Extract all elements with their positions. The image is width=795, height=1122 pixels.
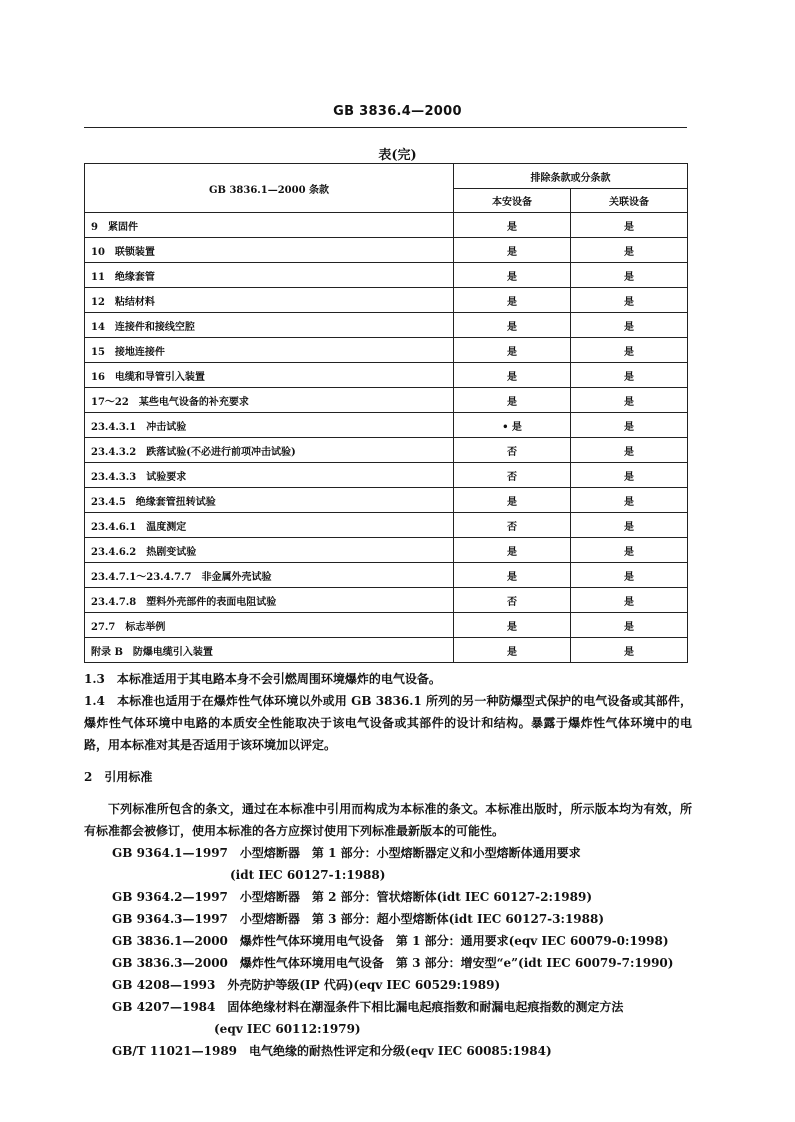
associated-cell: 是 [571, 338, 688, 363]
table-row [85, 588, 688, 613]
reference-item-cont: (eqv IEC 60112:1979) [214, 1022, 361, 1036]
table-row [85, 463, 688, 488]
reference-item: GB 3836.1—2000 爆炸性气体环境用电气设备 第 1 部分：通用要求(eqv IEC 60079-0:1998) [112, 934, 669, 948]
section-2-intro: 下列标准所包含的条文，通过在本标准中引用而构成为本标准的条文。本标准出版时，所示版本均为有效，所有标准都会被修订，使用本标准的各方应探讨使用下列标准最新版本的可能性。 [84, 802, 692, 838]
clause-cell: 23.4.3.2 跌落试验(不必进行前项冲击试验) [85, 438, 454, 463]
associated-cell: 是 [571, 588, 688, 613]
associated-cell: 是 [571, 213, 688, 238]
table-row [85, 513, 688, 538]
associated-cell: 是 [571, 488, 688, 513]
table-row [85, 338, 688, 363]
intrinsic-cell: 是 [454, 388, 571, 413]
table-body [85, 213, 688, 663]
intrinsic-cell: 是 [454, 563, 571, 588]
col-header-intrinsic: 本安设备 [454, 189, 571, 213]
col-header-associated: 关联设备 [571, 189, 688, 213]
clause-cell: 23.4.6.2 热剧变试验 [85, 538, 454, 563]
associated-cell: 是 [571, 388, 688, 413]
reference-item: GB/T 11021—1989 电气绝缘的耐热性评定和分级(eqv IEC 60085:1984) [112, 1044, 552, 1058]
intrinsic-cell: 否 [454, 588, 571, 613]
col-header-group: 排除条款或分条款 [454, 164, 688, 189]
table-title: 表(完) [378, 148, 417, 163]
table-row [85, 313, 688, 338]
associated-cell: 是 [571, 413, 688, 438]
reference-item-cont: (idt IEC 60127-1:1988) [230, 868, 386, 882]
associated-cell: 是 [571, 313, 688, 338]
clause-cell: 23.4.5 绝缘套管扭转试验 [85, 488, 454, 513]
table-row [85, 288, 688, 313]
intrinsic-cell: 是 [454, 313, 571, 338]
intrinsic-cell: 是 [454, 238, 571, 263]
intrinsic-cell: 否 [454, 463, 571, 488]
associated-cell: 是 [571, 463, 688, 488]
table-row [85, 238, 688, 263]
intrinsic-cell: 是 [454, 338, 571, 363]
intrinsic-cell: 是 [454, 538, 571, 563]
intrinsic-cell: • 是 [454, 413, 571, 438]
intrinsic-cell: 是 [454, 213, 571, 238]
associated-cell: 是 [571, 438, 688, 463]
table-row [85, 613, 688, 638]
clause-cell: 17～22 某些电气设备的补充要求 [85, 388, 454, 413]
associated-cell: 是 [571, 538, 688, 563]
reference-item: GB 9364.2—1997 小型熔断器 第 2 部分：管状熔断体(idt IEC 60127-2:1989) [112, 890, 593, 904]
associated-cell: 是 [571, 263, 688, 288]
reference-list [84, 842, 692, 1062]
intrinsic-cell: 是 [454, 263, 571, 288]
table-row [85, 263, 688, 288]
col-header-clause: GB 3836.1—2000 条款 [85, 164, 454, 213]
associated-cell: 是 [571, 363, 688, 388]
clause-cell: 15 接地连接件 [85, 338, 454, 363]
table-row [85, 438, 688, 463]
associated-cell: 是 [571, 638, 688, 663]
clause-cell: 23.4.3.3 试验要求 [85, 463, 454, 488]
reference-item: GB 4207—1984 固体绝缘材料在潮湿条件下相比漏电起痕指数和耐漏电起痕指数的测定方法 [112, 1000, 624, 1014]
intrinsic-cell: 是 [454, 613, 571, 638]
table-row [85, 488, 688, 513]
exclusion-table [84, 163, 688, 663]
clause-cell: 23.4.6.1 温度测定 [85, 513, 454, 538]
clause-cell: 11 绝缘套管 [85, 263, 454, 288]
clause-cell: 附录 B 防爆电缆引入装置 [85, 638, 454, 663]
clause-cell: 10 联锁装置 [85, 238, 454, 263]
clause-1-3: 1.3 本标准适用于其电路本身不会引燃周围环境爆炸的电气设备。 [84, 672, 441, 686]
table-row [85, 563, 688, 588]
header-rule [84, 127, 687, 128]
reference-item: GB 9364.3—1997 小型熔断器 第 3 部分：超小型熔断体(idt IEC 60127-3:1988) [112, 912, 605, 926]
table-row [85, 638, 688, 663]
clause-cell: 23.4.3.1 冲击试验 [85, 413, 454, 438]
intrinsic-cell: 是 [454, 288, 571, 313]
associated-cell: 是 [571, 513, 688, 538]
associated-cell: 是 [571, 288, 688, 313]
intrinsic-cell: 是 [454, 638, 571, 663]
clause-cell: 23.4.7.8 塑料外壳部件的表面电阻试验 [85, 588, 454, 613]
body-text [84, 668, 692, 1062]
clause-cell: 16 电缆和导管引入装置 [85, 363, 454, 388]
table-row [85, 413, 688, 438]
reference-item: GB 4208—1993 外壳防护等级(IP 代码)(eqv IEC 60529:1989) [112, 978, 501, 992]
section-2-heading: 2 引用标准 [84, 770, 153, 784]
page-header: GB 3836.4—2000 [333, 104, 462, 119]
reference-item: GB 9364.1—1997 小型熔断器 第 1 部分：小型熔断器定义和小型熔断体通用要求 [112, 846, 581, 860]
table-row [85, 363, 688, 388]
clause-1-4: 1.4 本标准也适用于在爆炸性气体环境以外或用 GB 3836.1 所列的另一种防爆型式保护的电气设备或其部件，爆炸性气体环境中电路的本质安全性能取决于该电气设备或其部件的设计和结构。暴露于爆炸性气体环境中的电路，用本标准对其是否适用于该环境加以评定。 [84, 694, 692, 752]
clause-cell: 27.7 标志举例 [85, 613, 454, 638]
intrinsic-cell: 是 [454, 488, 571, 513]
table-row [85, 538, 688, 563]
associated-cell: 是 [571, 238, 688, 263]
intrinsic-cell: 否 [454, 438, 571, 463]
table-row [85, 388, 688, 413]
intrinsic-cell: 否 [454, 513, 571, 538]
intrinsic-cell: 是 [454, 363, 571, 388]
associated-cell: 是 [571, 613, 688, 638]
clause-cell: 12 粘结材料 [85, 288, 454, 313]
clause-cell: 14 连接件和接线空腔 [85, 313, 454, 338]
table-row [85, 213, 688, 238]
associated-cell: 是 [571, 563, 688, 588]
clause-cell: 9 紧固件 [85, 213, 454, 238]
clause-cell: 23.4.7.1～23.4.7.7 非金属外壳试验 [85, 563, 454, 588]
reference-item: GB 3836.3—2000 爆炸性气体环境用电气设备 第 3 部分：增安型“e”(idt IEC 60079-7:1990) [112, 956, 674, 970]
